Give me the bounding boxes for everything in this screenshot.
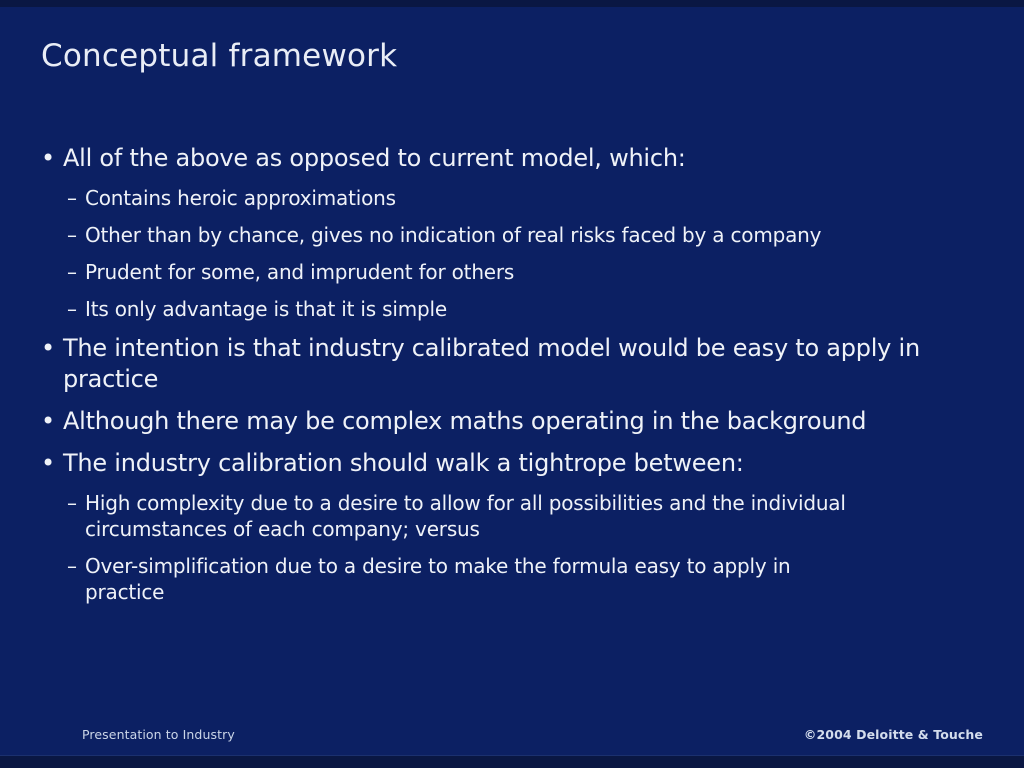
sub-bullet-text: Contains heroic approximations [85,186,396,210]
footer-copyright: ©2004 Deloitte & Touche [803,727,983,742]
sub-bullet-item [41,296,985,322]
bullet-marker: • [41,144,55,172]
bullet-text: The industry calibration should walk a tightrope between: [63,449,744,477]
dash-marker: – [67,223,77,247]
slide-body [41,143,985,605]
top-edge-strip [0,0,1024,7]
dash-marker: – [67,297,77,321]
sub-bullet-text: Other than by chance, gives no indication of real risks faced by a company [85,223,822,247]
bullet-item [41,333,985,395]
bullet-item [41,448,985,479]
dash-marker: – [67,260,77,284]
dash-marker: – [67,554,77,578]
sub-bullet-item [41,259,985,285]
bullet-marker: • [41,407,55,435]
sub-bullet-item [41,553,985,605]
sub-bullet-text: High complexity due to a desire to allow for all possibilities and the individual circumstances of each company; versus [85,491,846,541]
bullet-item [41,143,985,174]
bullet-text: Although there may be complex maths operating in the background [63,407,867,435]
bullet-text: The intention is that industry calibrated model would be easy to apply in practice [63,334,920,393]
bullet-item [41,406,985,437]
dash-marker: – [67,491,77,515]
dash-marker: – [67,186,77,210]
sub-bullet-item [41,185,985,211]
bullet-marker: • [41,449,55,477]
bullet-marker: • [41,334,55,362]
sub-bullet-item [41,222,985,248]
sub-bullet-text: Prudent for some, and imprudent for others [85,260,515,284]
sub-bullet-item [41,490,985,542]
slide-title: Conceptual framework [41,38,398,74]
bullet-text: All of the above as opposed to current model, which: [63,144,686,172]
sub-bullet-text: Its only advantage is that it is simple [85,297,447,321]
slide-footer [82,727,983,742]
sub-bullet-text: Over-simplification due to a desire to make the formula easy to apply in practice [85,554,791,604]
bottom-edge-strip [0,755,1024,768]
footer-presentation-label: Presentation to Industry [82,727,235,742]
